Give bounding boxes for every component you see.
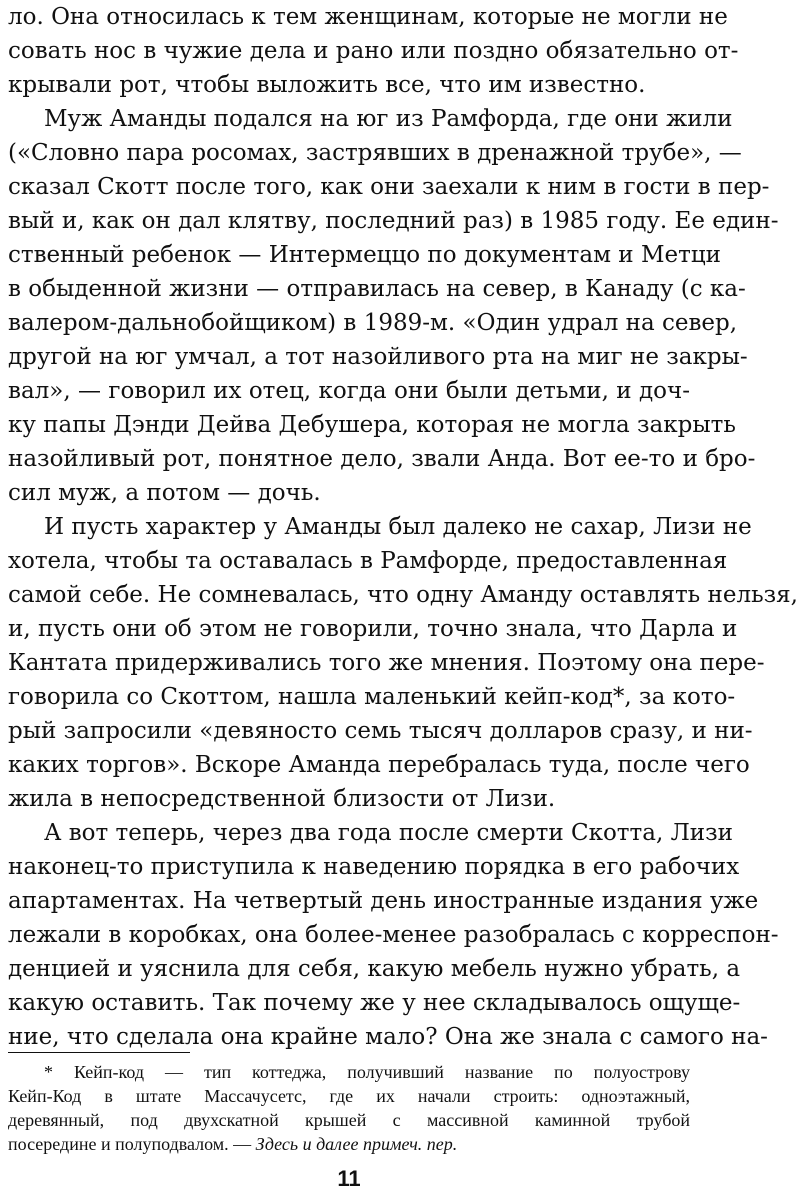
body-line: и, пусть они об этом не говорили, точно знала, что Дарла и [8, 616, 738, 642]
body-line: вый и, как он дал клятву, последний раз) в 1985 году. Ее един- [8, 208, 779, 234]
body-line: совать нос в чужие дела и рано или поздно обязательно от- [8, 38, 739, 64]
footnote-line: Кейп-Код в штате Массачусетс, где их начали строить: одноэтажный, [8, 1086, 690, 1106]
body-line: назойливый рот, понятное дело, звали Анда. Вот ее-то и бро- [8, 446, 756, 472]
body-line: денцией и уяснила для себя, какую мебель нужно убрать, а [8, 956, 741, 982]
body-line: Муж Аманды подался на юг из Рамфорда, где они жили [44, 106, 733, 132]
footnote-divider [8, 1052, 190, 1053]
body-line: в обыденной жизни — отправилась на север, в Канаду (с ка- [8, 276, 746, 302]
body-line: ние, что сделала она крайне мало? Она же знала с самого на- [8, 1024, 768, 1050]
body-line: ку папы Дэнди Дейва Дебушера, которая не могла закрыть [8, 412, 736, 438]
body-line: ло. Она относилась к тем женщинам, которые не могли не [8, 4, 728, 30]
body-line: сказал Скотт после того, как они заехали к ним в гости в пер- [8, 174, 770, 200]
body-line: А вот теперь, через два года после смерти Скотта, Лизи [44, 820, 733, 846]
body-line: каких торгов». Вскоре Аманда перебралась туда, после чего [8, 752, 750, 778]
book-page [8, 0, 798, 1200]
body-line: хотела, чтобы та оставалась в Рамфорде, предоставленная [8, 548, 728, 574]
body-line: самой себе. Не сомневалась, что одну Аманду оставлять нельзя, [8, 582, 798, 608]
body-line: ственный ребенок — Интермеццо по документам и Метци [8, 242, 721, 268]
body-line: вал», — говорил их отец, когда они были детьми, и доч- [8, 378, 690, 404]
footnote-line: * Кейп-код — тип коттеджа, получивший название по полуострову [44, 1062, 690, 1082]
body-line: говорила со Скоттом, нашла маленький кейп-код*, за кото- [8, 684, 736, 710]
body-line: И пусть характер у Аманды был далеко не сахар, Лизи не [44, 514, 752, 540]
body-line: другой на юг умчал, а тот назойливого рта на миг не закры- [8, 344, 748, 370]
footnote-line-last [8, 1132, 690, 1156]
body-line: валером-дальнобойщиком) в 1989-м. «Один удрал на север, [8, 310, 738, 336]
body-line: наконец-то приступила к наведению порядка в его рабочих [8, 854, 740, 880]
body-line: какую оставить. Так почему же у нее складывалось ощуще- [8, 990, 741, 1016]
body-line: жила в непосредственной близости от Лизи. [8, 786, 556, 812]
body-line: («Словно пара росомах, застрявших в дренажной трубе», — [8, 140, 742, 166]
body-line: лежали в коробках, она более-менее разобралась с корреспон- [8, 922, 779, 948]
footnote-italic-note: Здесь и далее примеч. пер. [255, 1134, 458, 1154]
footnote-line: деревянный, под двухскатной крышей с массивной каминной трубой [8, 1110, 690, 1130]
footnote-text: посередине и полуподвалом. — [8, 1134, 252, 1154]
body-line: Кантата придерживались того же мнения. Поэтому она пере- [8, 650, 765, 676]
body-line: апартаментах. На четвертый день иностранные издания уже [8, 888, 759, 914]
page-number: 11 [337, 1166, 361, 1191]
body-line: сил муж, а потом — дочь. [8, 480, 321, 506]
body-line: рый запросили «девяносто семь тысяч долларов сразу, и ни- [8, 718, 753, 744]
body-line: крывали рот, чтобы выложить все, что им известно. [8, 72, 646, 98]
